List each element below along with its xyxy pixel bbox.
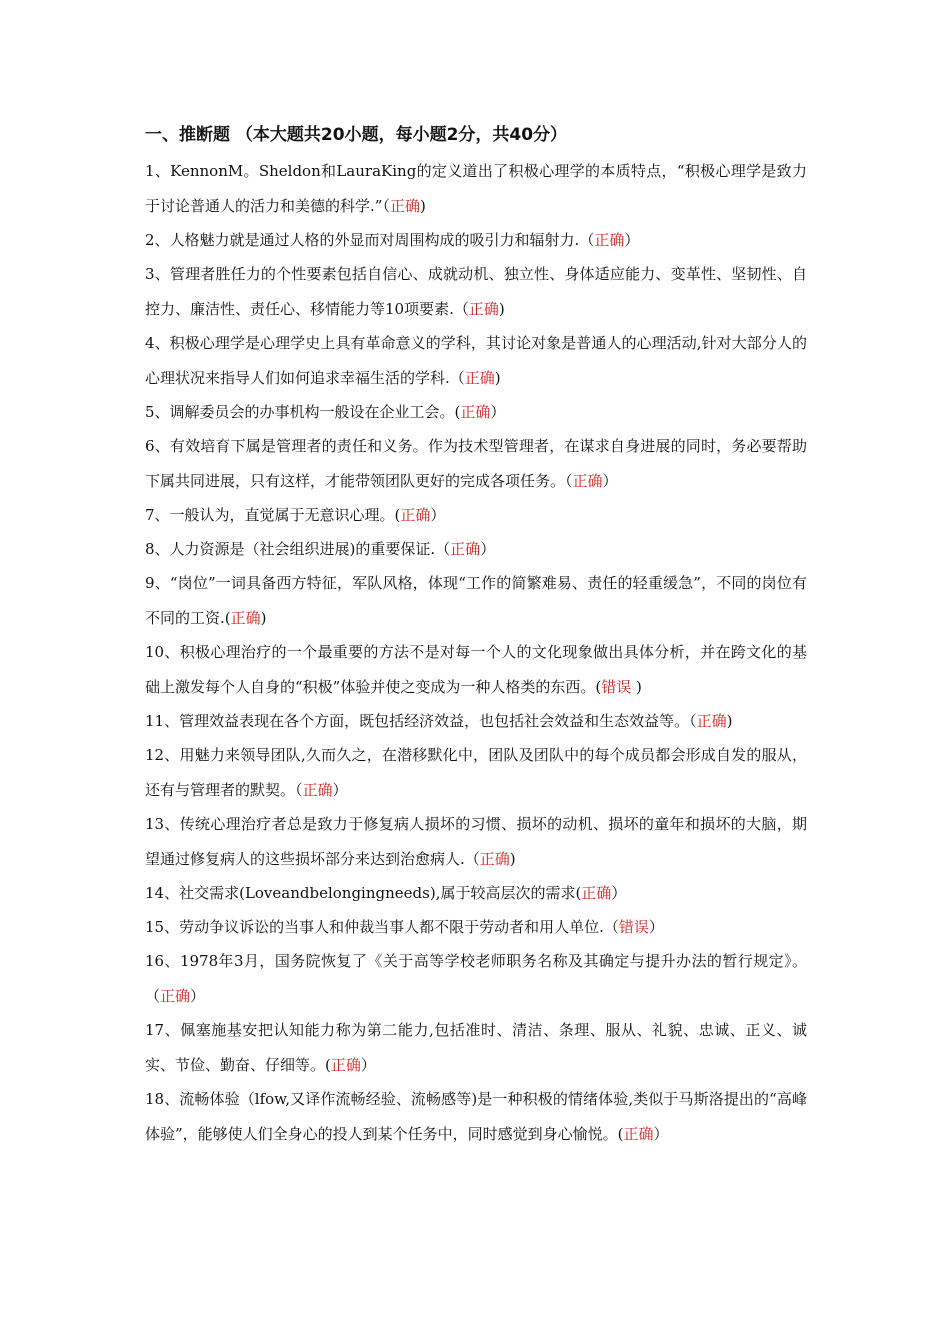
question-item: [145, 566, 807, 636]
closing-bracket: ）: [624, 231, 640, 249]
closing-bracket: ）: [653, 1125, 669, 1143]
question-item: [145, 944, 807, 1014]
question-text: 8、人力资源是（社会组织进展)的重要保证.（: [145, 540, 451, 558]
document-content: [145, 120, 807, 1151]
answer-label: 正确: [581, 884, 612, 902]
closing-bracket: ）: [190, 987, 206, 1005]
closing-bracket: ）: [430, 506, 446, 524]
answer-label: 正确: [230, 609, 261, 627]
question-item: [145, 807, 807, 877]
question-item: [145, 704, 807, 739]
closing-bracket: ）: [480, 540, 496, 558]
question-item: [145, 738, 807, 808]
question-item: [145, 429, 807, 499]
answer-label: 正确: [330, 1056, 361, 1074]
answer-label: 正确: [696, 712, 727, 730]
answer-label: 错误: [601, 678, 632, 696]
answer-label: 正确: [479, 850, 510, 868]
answer-label: 正确: [389, 197, 420, 215]
question-item: [145, 395, 807, 430]
closing-bracket: ）: [332, 781, 348, 799]
closing-bracket: ）: [490, 403, 506, 421]
question-text: 13、传统心理治疗者总是致力于修复病人损坏的习惯、损坏的动机、损坏的童年和损坏的大脑，期望通过修复病人的这些损坏部分来达到治愈病人.（: [145, 815, 807, 868]
answer-label: 正确: [464, 369, 495, 387]
closing-bracket: ）: [602, 472, 618, 490]
closing-bracket: ）: [611, 884, 627, 902]
question-text: 17、佩塞施基安把认知能力称为第二能力,包括准时、清洁、条理、服从、礼貌、忠诚、正义、诚实、节俭、勤奋、仔细等。(: [145, 1021, 807, 1074]
answer-label: 错误: [618, 918, 649, 936]
question-list: [145, 154, 807, 1152]
question-text: 1、KennonM。Sheldon和LauraKing的定义道出了积极心理学的本质特点，“积极心理学是致力于讨论普通人的活力和美德的科学.”（: [145, 162, 807, 215]
answer-label: 正确: [450, 540, 481, 558]
question-text: 7、一般认为，直觉属于无意识心理。(: [145, 506, 401, 524]
question-item: [145, 154, 807, 224]
section-heading: 一、推断题 （本大题共20小题，每小题2分，共40分）: [145, 125, 568, 145]
closing-bracket: ): [419, 197, 426, 215]
question-text: 12、用魅力来领导团队,久而久之，在潜移默化中，团队及团队中的每个成员都会形成自发的服从，还有与管理者的默契。（: [145, 746, 807, 799]
closing-bracket: ): [726, 712, 733, 730]
question-text: 4、积极心理学是心理学史上具有革命意义的学科，其讨论对象是普通人的心理活动,针对大部分人的心理状况来指导人们如何追求幸福生活的学科.（: [145, 334, 807, 387]
answer-label: 正确: [302, 781, 333, 799]
question-item: [145, 1082, 807, 1152]
question-text: 3、管理者胜任力的个性要素包括自信心、成就动机、独立性、身体适应能力、变革性、坚韧性、自控力、廉洁性、责任心、移情能力等10项要素.（: [145, 265, 807, 318]
answer-label: 正确: [623, 1125, 654, 1143]
question-item: [145, 532, 807, 567]
answer-label: 正确: [594, 231, 625, 249]
closing-bracket: ）: [360, 1056, 376, 1074]
question-item: [145, 1013, 807, 1083]
question-text: 18、流畅体验（lfow,又译作流畅经验、流畅感等)是一种积极的情绪体验,类似于马斯洛提出的“高峰体验”，能够使人们全身心的投人到某个任务中，同时感觉到身心愉悦。(: [145, 1090, 807, 1143]
question-text: 16、1978年3月，国务院恢复了《关于高等学校老师职务名称及其确定与提升办法的暂行规定》。（: [145, 952, 807, 1005]
question-text: 6、有效培育下属是管理者的责任和义务。作为技术型管理者，在谋求自身进展的同时，务必要帮助下属共同进展，只有这样，才能带领团队更好的完成各项任务。（: [145, 437, 807, 490]
question-text: 5、调解委员会的办事机构一般设在企业工会。(: [145, 403, 461, 421]
answer-label: 正确: [468, 300, 499, 318]
closing-bracket: ): [260, 609, 267, 627]
question-item: [145, 223, 807, 258]
question-item: [145, 326, 807, 396]
answer-label: 正确: [572, 472, 603, 490]
answer-label: 正确: [400, 506, 431, 524]
question-text: 10、积极心理治疗的一个最重要的方法不是对每一个人的文化现象做出具体分析，并在跨文化的基础上激发每个人自身的“积极”体验并使之变成为一种人格类的东西。(: [145, 643, 807, 696]
answer-label: 正确: [460, 403, 491, 421]
question-text: 2、人格魅力就是通过人格的外显而对周围构成的吸引力和辐射力.（: [145, 231, 595, 249]
question-item: [145, 498, 807, 533]
closing-bracket: ）: [648, 918, 664, 936]
closing-bracket: ): [498, 300, 505, 318]
question-item: [145, 910, 807, 945]
closing-bracket: ): [631, 678, 642, 696]
question-item: [145, 257, 807, 327]
closing-bracket: ): [494, 369, 501, 387]
closing-bracket: ): [509, 850, 516, 868]
question-text: 14、社交需求(Loveandbelongingneeds),属于较高层次的需求(: [145, 884, 582, 902]
question-text: 9、“岗位”一词具备西方特征，军队风格，体现“工作的简繁难易、责任的轻重缓急”，不同的岗位有不同的工资.(: [145, 574, 807, 627]
question-text: 11、管理效益表现在各个方面，既包括经济效益，也包括社会效益和生态效益等。（: [145, 712, 697, 730]
question-item: [145, 635, 807, 705]
question-text: 15、劳动争议诉讼的当事人和仲裁当事人都不限于劳动者和用人单位.（: [145, 918, 619, 936]
answer-label: 正确: [160, 987, 191, 1005]
question-item: [145, 876, 807, 911]
